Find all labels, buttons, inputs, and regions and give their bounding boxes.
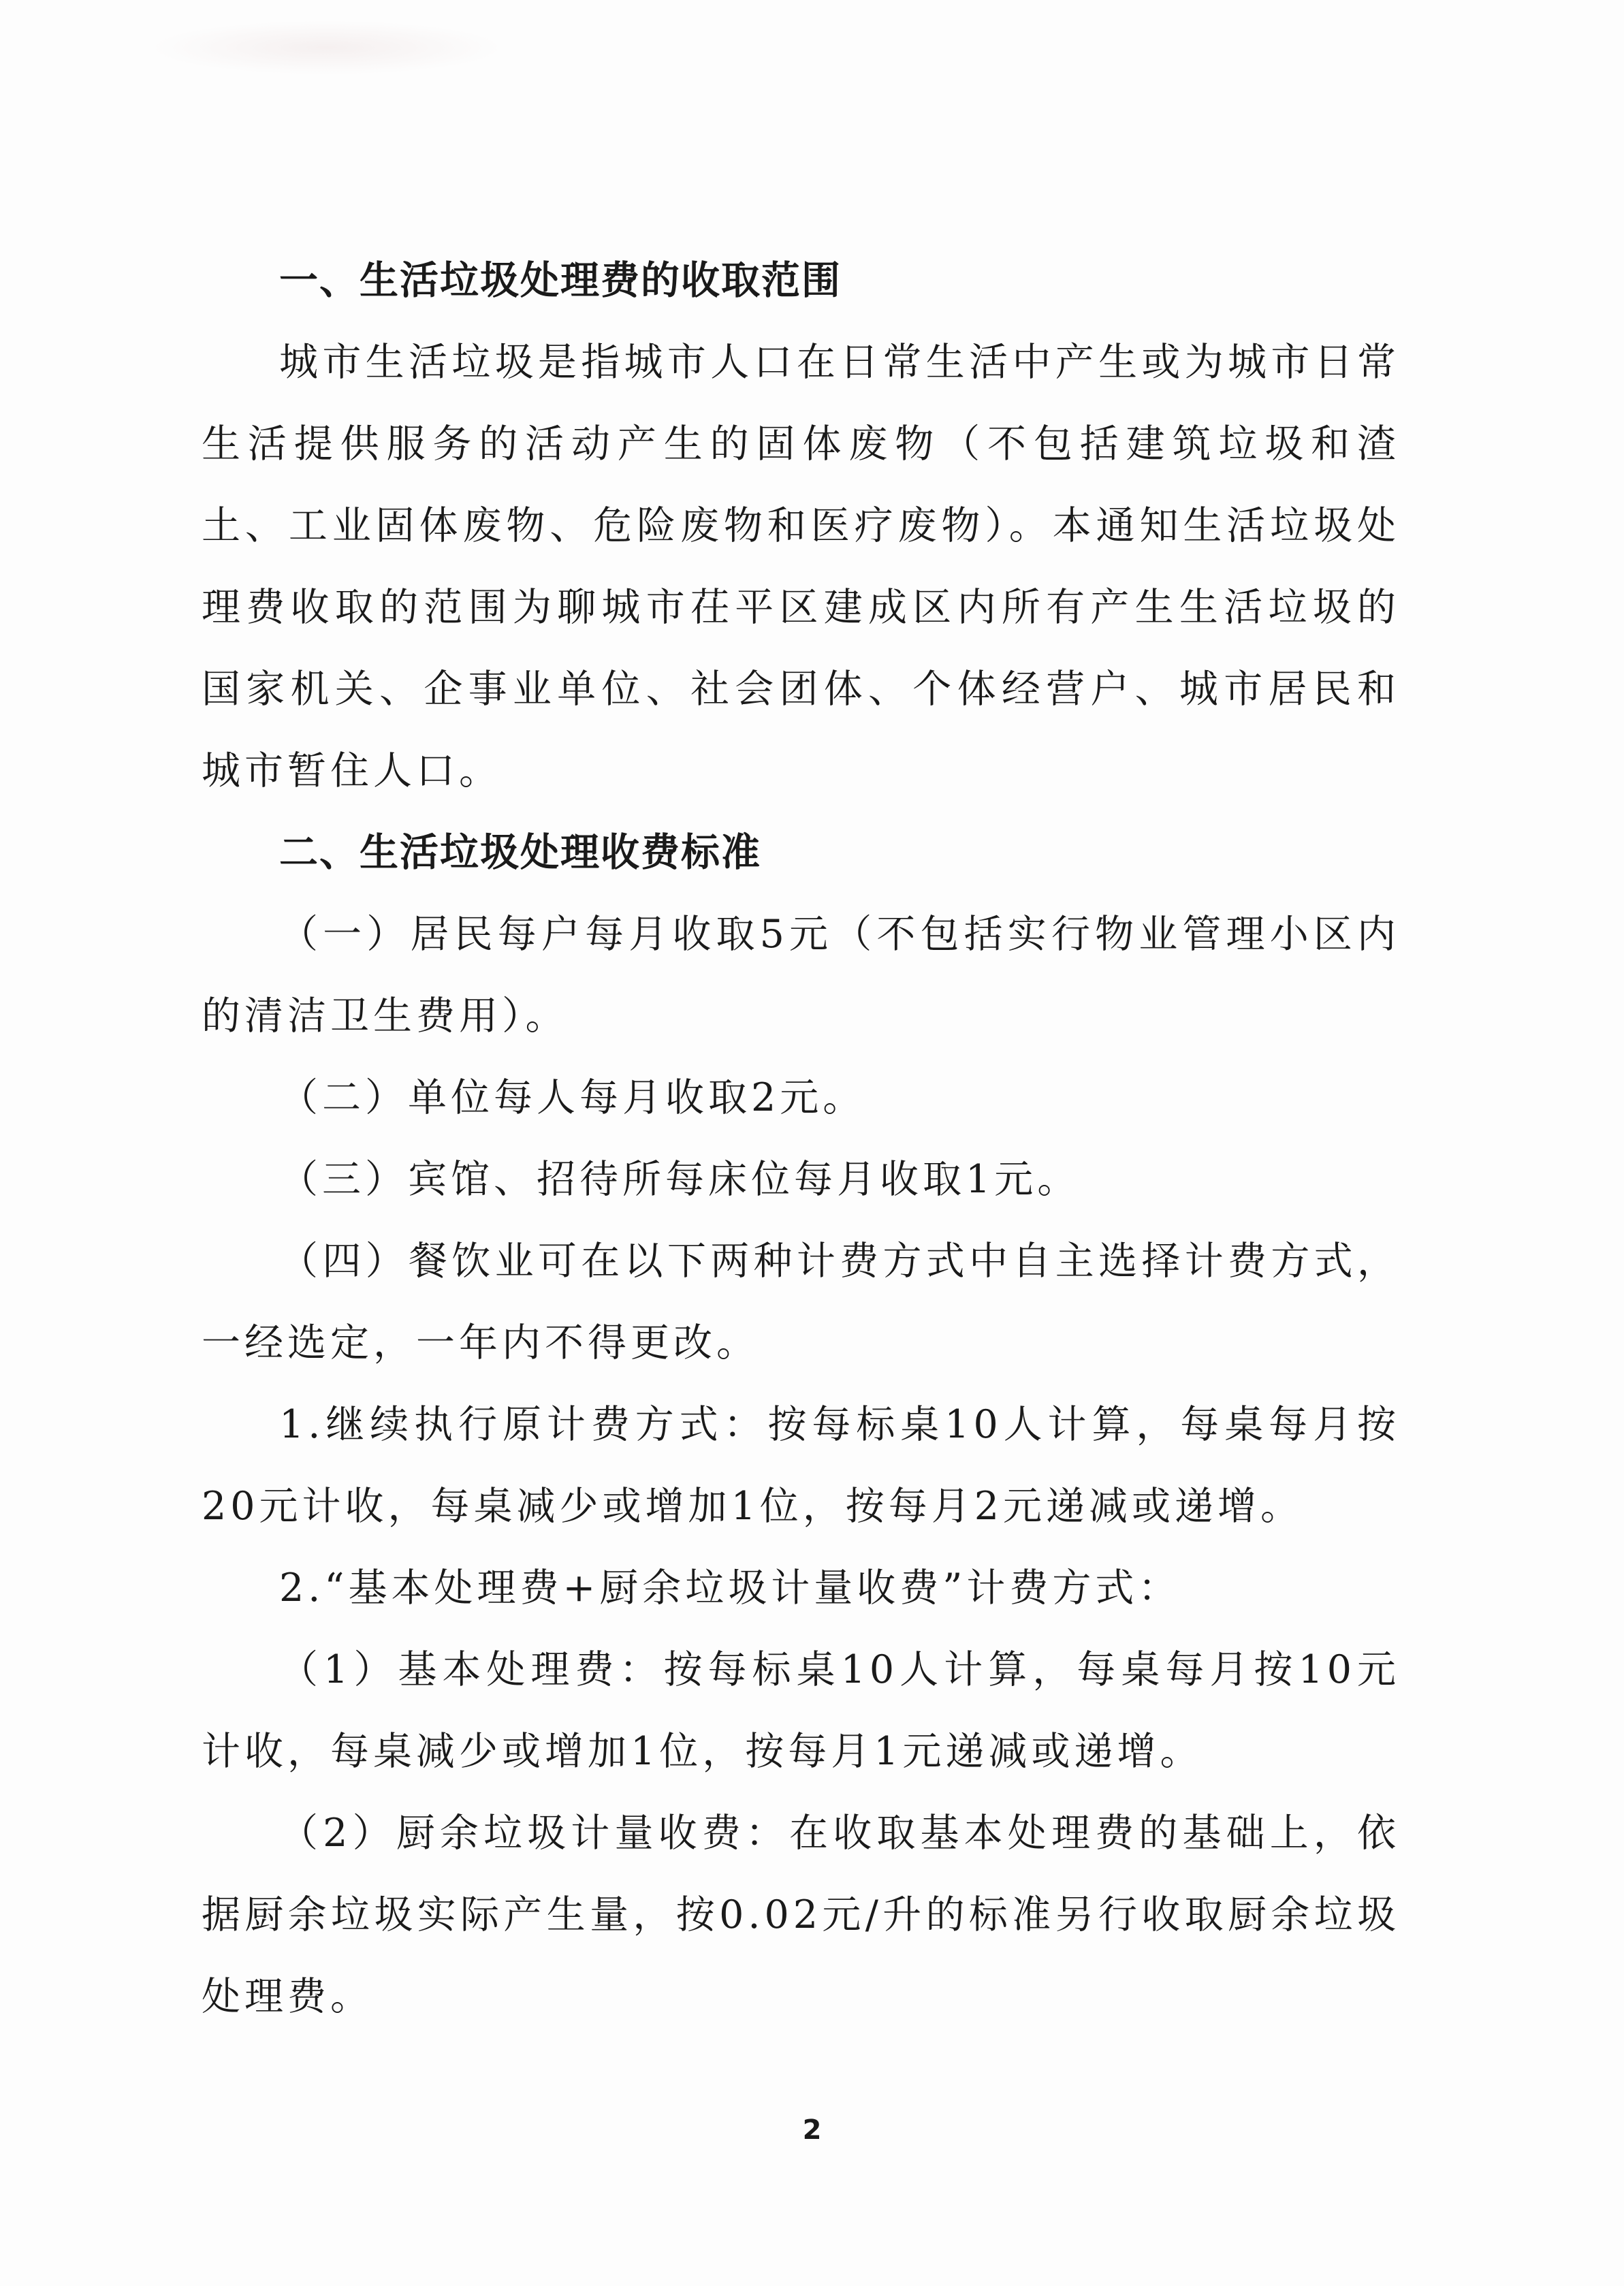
document-body xyxy=(202,240,1400,2037)
paragraph-method-1: 1.继续执行原计费方式：按每标桌10人计算，每桌每月按20元计收，每桌减少或增加1位，按每月2元递减或递增。 xyxy=(202,1402,1400,1529)
paragraph-method-2: 2.“基本处理费+厨余垃圾计量收费”计费方式： xyxy=(279,1566,1181,1610)
paragraph-kitchen-waste-fee: （2）厨余垃圾计量收费：在收取基本处理费的基础上，依据厨余垃圾实际产生量，按0.02元/升的标准另行收取厨余垃圾处理费。 xyxy=(202,1811,1400,2019)
paragraph-catering: （四）餐饮业可在以下两种计费方式中自主选择计费方式，一经选定，一年内不得更改。 xyxy=(202,1239,1400,1365)
section-heading-1: 一、生活垃圾处理费的收取范围 xyxy=(279,258,842,303)
paragraph-scope: 城市生活垃圾是指城市人口在日常生活中产生或为城市日常生活提供服务的活动产生的固体废物（不包括建筑垃圾和渣土、工业固体废物、危险废物和医疗废物）。本通知生活垃圾处理费收取的范围为聊城市茌平区建成区内所有产生生活垃圾的国家机关、企事业单位、社会团体、个体经营户、城市居民和城市暂住人口。 xyxy=(202,340,1400,793)
page-number: 2 xyxy=(802,2114,822,2146)
paragraph-basic-fee: （1）基本处理费：按每标桌10人计算，每桌每月按10元计收，每桌减少或增加1位，按每月1元递减或递增。 xyxy=(202,1647,1400,1774)
paragraph-residents: （一）居民每户每月收取5元（不包括实行物业管理小区内的清洁卫生费用）。 xyxy=(202,912,1400,1038)
section-heading-2: 二、生活垃圾处理收费标准 xyxy=(279,830,761,875)
scan-smudge xyxy=(150,20,504,75)
paragraph-units: （二）单位每人每月收取2元。 xyxy=(279,1075,866,1120)
paragraph-hotels: （三）宾馆、招待所每床位每月收取1元。 xyxy=(279,1157,1081,1202)
